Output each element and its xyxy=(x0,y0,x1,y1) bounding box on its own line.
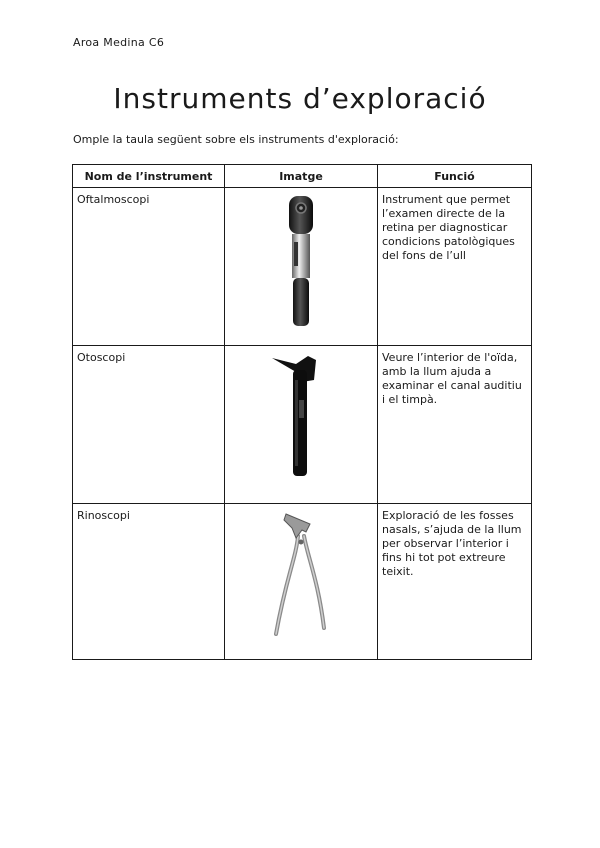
header-image: Imatge xyxy=(225,165,378,188)
instrument-image xyxy=(225,188,378,346)
header-name: Nom de l’instrument xyxy=(73,165,225,188)
otoscope-icon xyxy=(266,350,336,482)
ophthalmoscope-icon xyxy=(281,192,321,330)
instrument-image xyxy=(225,504,378,660)
instructions-text: Omple la taula següent sobre els instruments d'exploració: xyxy=(73,133,399,146)
instrument-name: Rinoscopi xyxy=(73,504,225,660)
instrument-image xyxy=(225,346,378,504)
instrument-function: Exploració de les fosses nasals, s’ajuda de la llum per observar l’interior i fins hi tot pot extreure teixit. xyxy=(378,504,532,660)
instruments-table xyxy=(72,164,532,660)
table-row xyxy=(73,188,532,346)
instrument-name: Oftalmoscopi xyxy=(73,188,225,346)
page-title: Instruments d’exploració xyxy=(113,82,487,115)
instrument-name: Otoscopi xyxy=(73,346,225,504)
table-row xyxy=(73,504,532,660)
header-function: Funció xyxy=(378,165,532,188)
rhinoscope-icon xyxy=(266,508,336,640)
instrument-function: Veure l’interior de l'oïda, amb la llum ajuda a examinar el canal auditiu i el timpà. xyxy=(378,346,532,504)
table-header-row xyxy=(73,165,532,188)
table-row xyxy=(73,346,532,504)
author-name: Aroa Medina C6 xyxy=(73,36,165,49)
instrument-function: Instrument que permet l’examen directe de la retina per diagnosticar condicions patològiques del fons de l’ull xyxy=(378,188,532,346)
